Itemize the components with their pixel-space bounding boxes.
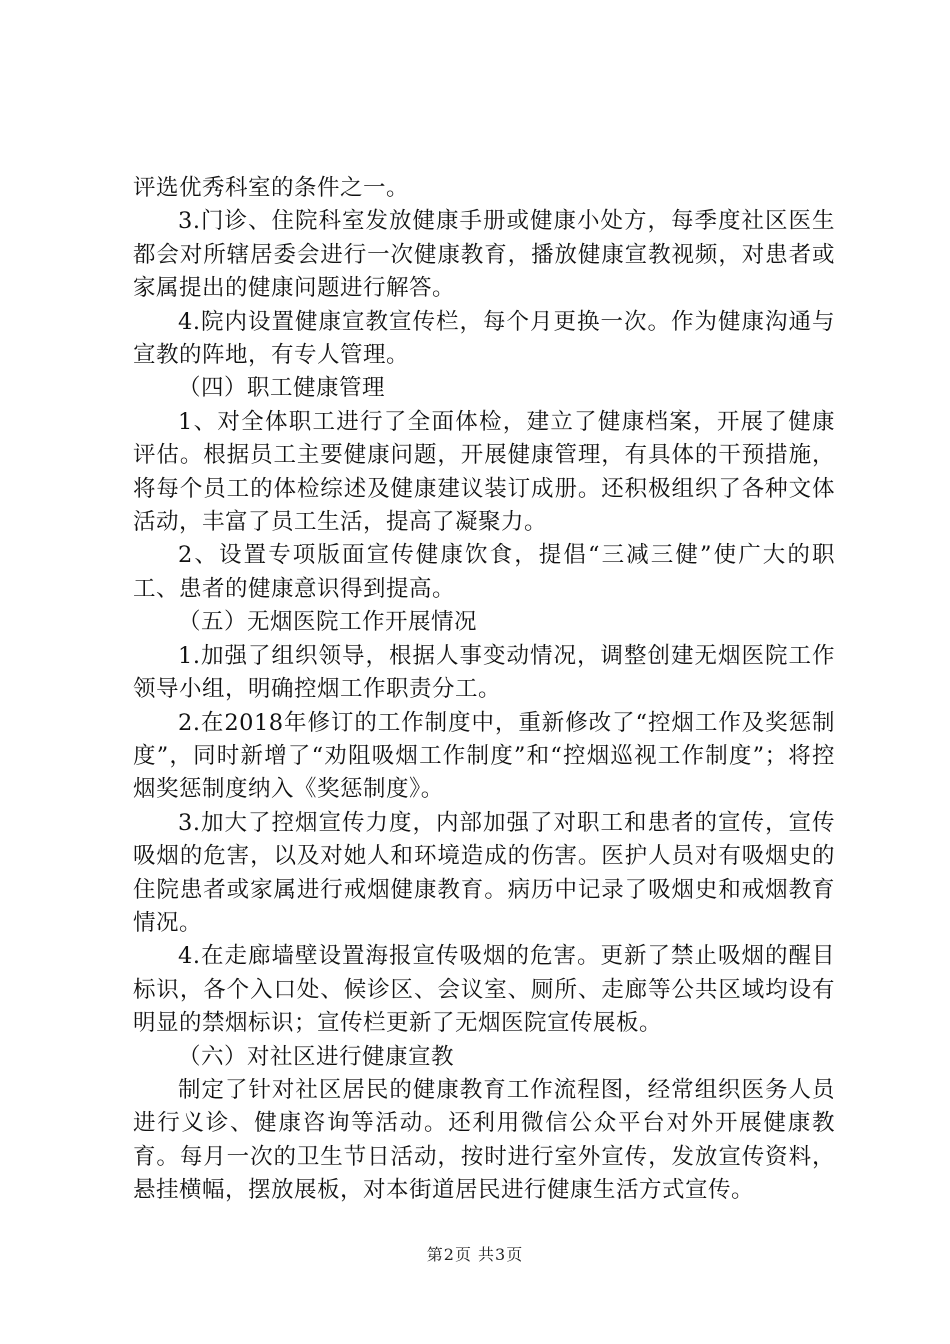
paragraph-smoke-rules: 2.在2018年修订的工作制度中，重新修改了“控烟工作及奖惩制度”，同时新增了“劝阻吸烟工作制度”和“控烟巡视工作制度”；将控烟奖惩制度纳入《奖惩制度》。 (133, 709, 835, 803)
paragraph-community-education: 制定了针对社区居民的健康教育工作流程图，经常组织医务人员进行义诊、健康咨询等活动。还利用微信公众平台对外开展健康教育。每月一次的卫生节日活动，按时进行室外宣传，发放宣传资料，悬挂横幅，摆放展板，对本街道居民进行健康生活方式宣传。 (133, 1076, 835, 1204)
section-heading-staff-health: （四）职工健康管理 (178, 375, 386, 402)
document-body (133, 172, 835, 1208)
section-heading-community: （六）对社区进行健康宣教 (178, 1043, 455, 1070)
paragraph-item-3-distribution: 3.门诊、住院科室发放健康手册或健康小处方，每季度社区医生都会对所辖居委会进行一次健康教育，播放健康宣教视频，对患者或家属提出的健康问题进行解答。 (133, 208, 835, 302)
paragraph-smoke-publicity: 3.加大了控烟宣传力度，内部加强了对职工和患者的宣传，宣传吸烟的危害，以及对她人和环境造成的伤害。医护人员对有吸烟史的住院患者或家属进行戒烟健康教育。病历中记录了吸烟史和戒烟教育情况。 (133, 809, 835, 936)
section-heading-smoke-free: （五）无烟医院工作开展情况 (178, 609, 478, 636)
paragraph-smoke-leadership: 1.加强了组织领导，根据人事变动情况，调整创建无烟医院工作领导小组，明确控烟工作职责分工。 (133, 642, 835, 703)
paragraph-continuation: 评选优秀科室的条件之一。 (133, 175, 410, 201)
page-number-footer: 第2页 共3页 (426, 1245, 524, 1264)
paragraph-item-4-bulletin: 4.院内设置健康宣教宣传栏，每个月更换一次。作为健康沟通与宣教的阵地，有专人管理。 (133, 308, 835, 369)
paragraph-healthy-diet: 2、设置专项版面宣传健康饮食，提倡“三减三健”使广大的职工、患者的健康意识得到提高。 (133, 542, 835, 602)
paragraph-staff-checkup: 1、对全体职工进行了全面体检，建立了健康档案，开展了健康评估。根据员工主要健康问题，开展健康管理，有具体的干预措施，将每个员工的体检综述及健康建议装订成册。还积极组织了各种文体活动，丰富了员工生活，提高了凝聚力。 (133, 408, 835, 536)
paragraph-smoke-posters: 4.在走廊墙壁设置海报宣传吸烟的危害。更新了禁止吸烟的醒目标识，各个入口处、候诊区、会议室、厕所、走廊等公共区域均设有明显的禁烟标识；宣传栏更新了无烟医院宣传展板。 (133, 943, 835, 1037)
